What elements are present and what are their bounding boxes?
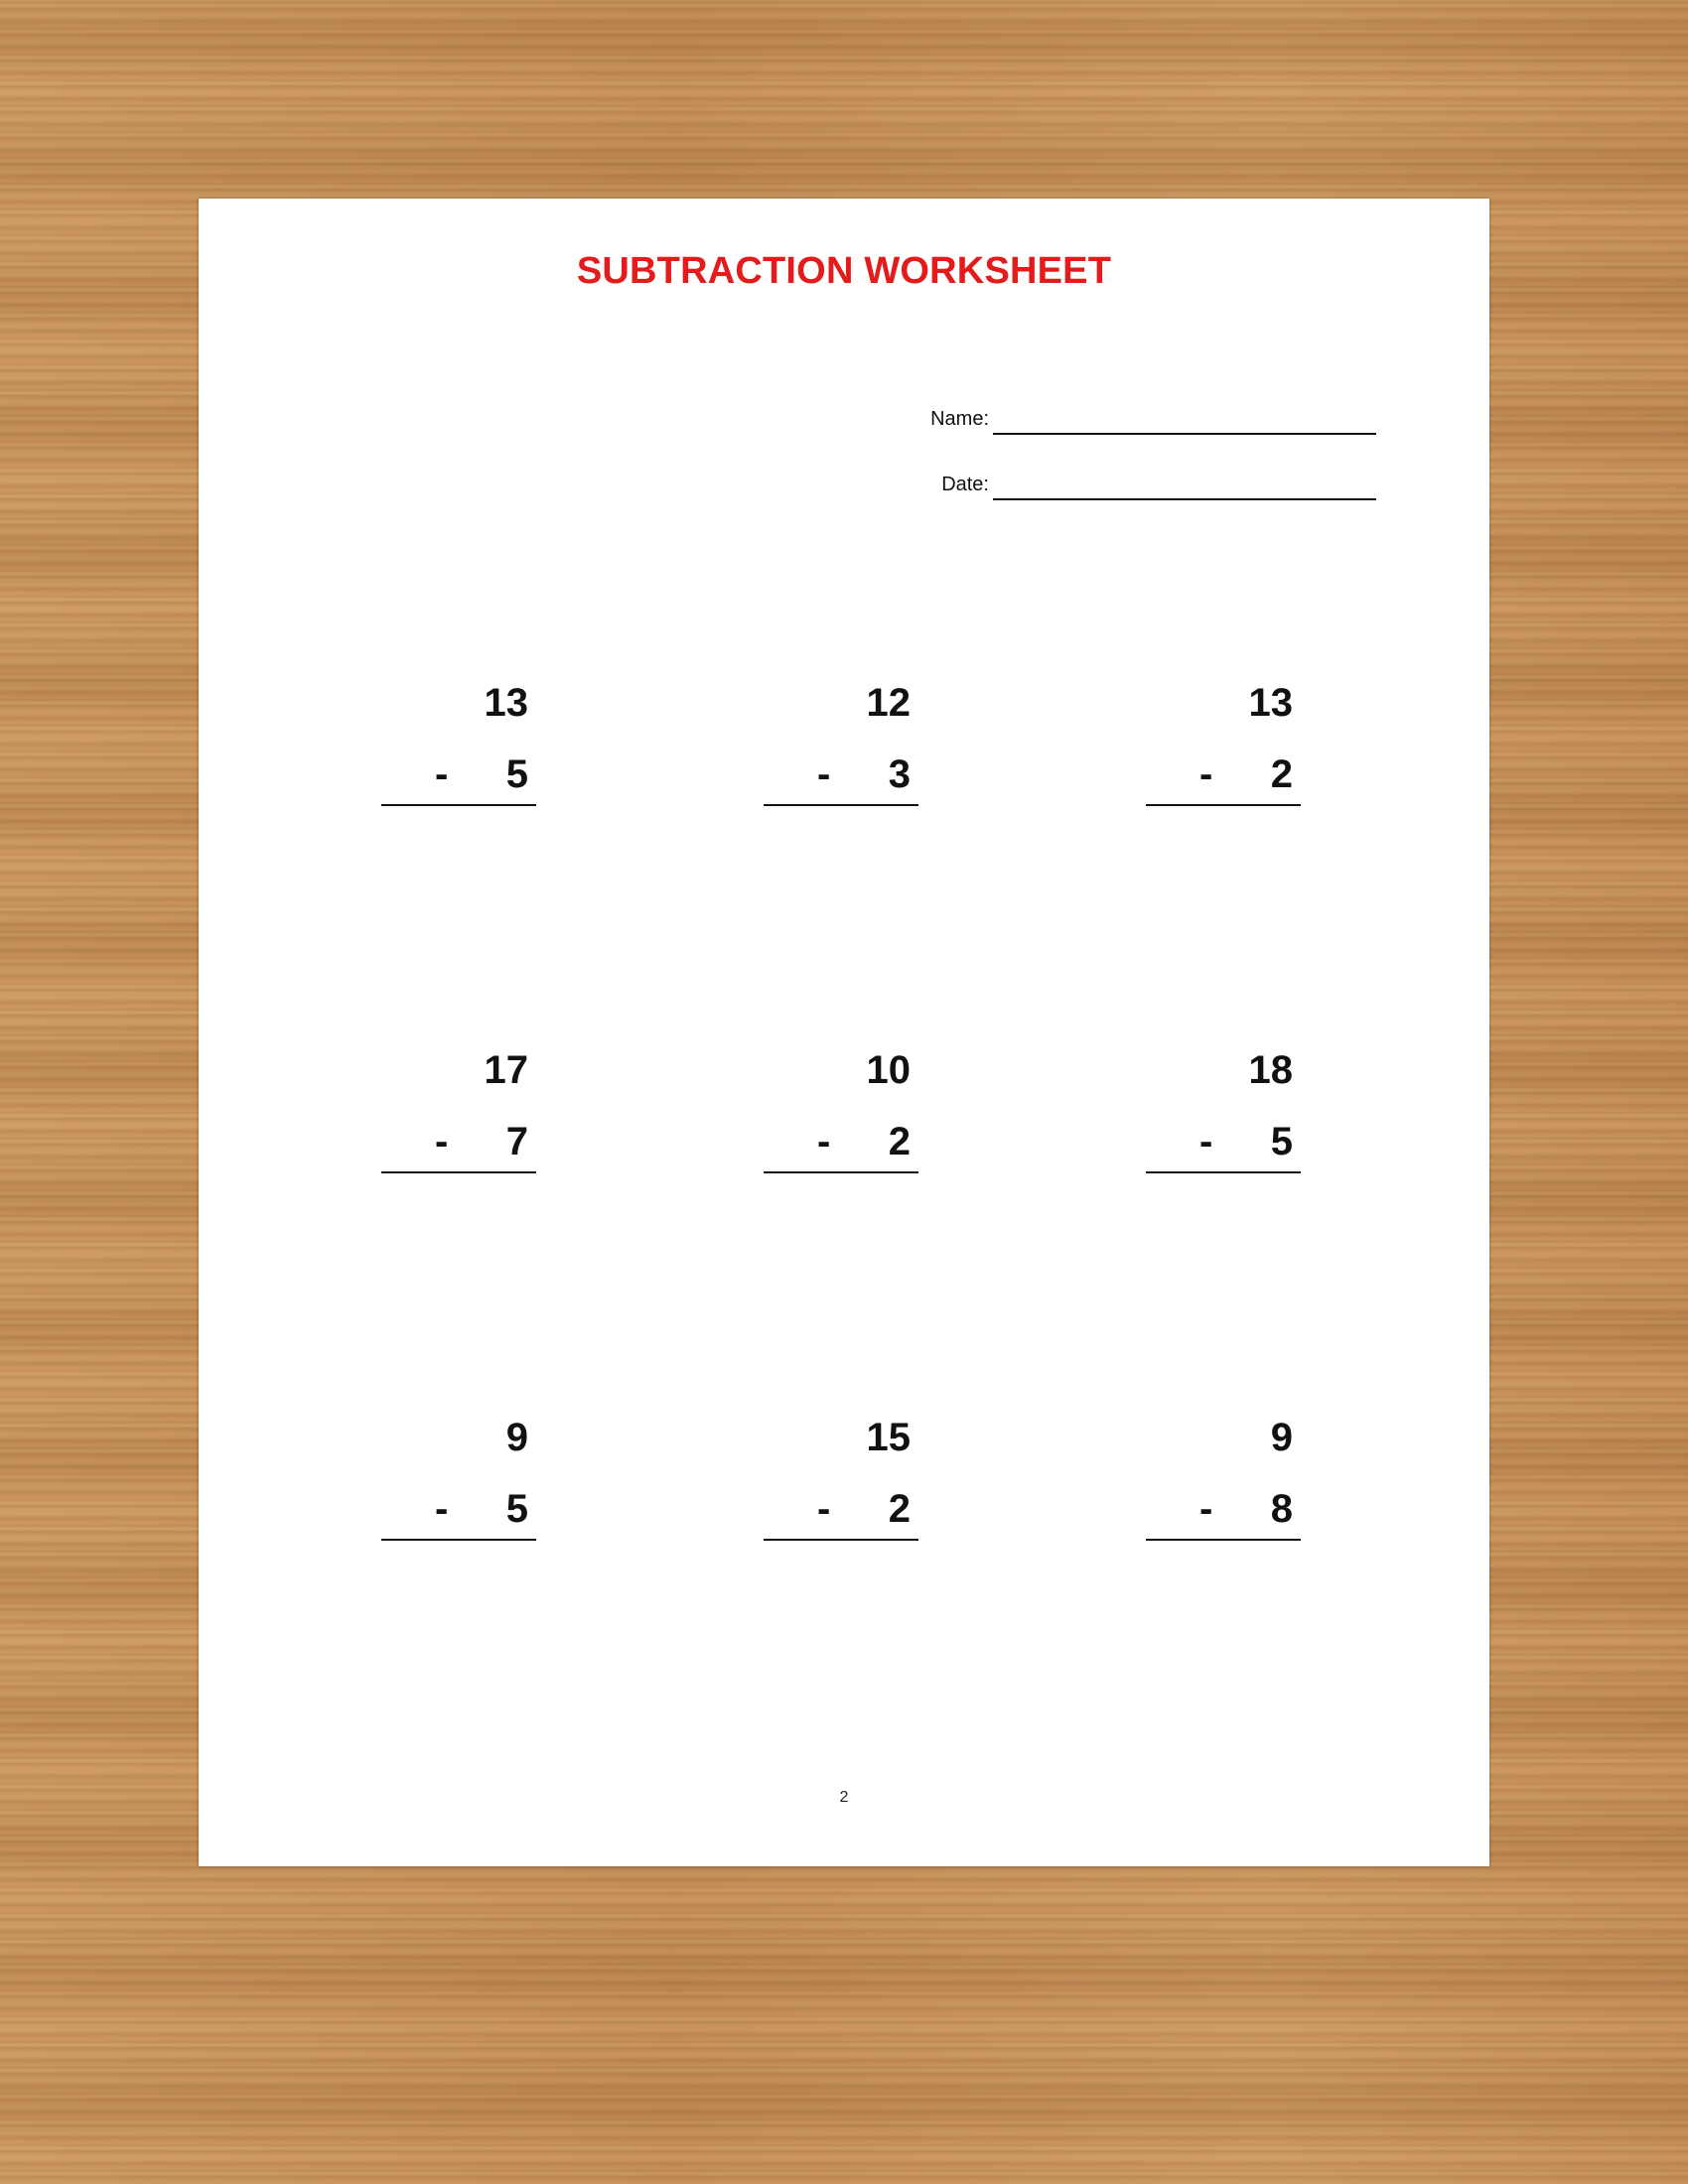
problem-3 [1146, 679, 1301, 808]
problem-7 [381, 1414, 536, 1543]
minuend: 13 [484, 681, 528, 725]
name-line [993, 433, 1376, 435]
minus-sign: - [435, 1487, 449, 1531]
subtrahend: 2 [1270, 752, 1293, 796]
answer-line [381, 1539, 536, 1541]
answer-line [764, 1171, 918, 1173]
worksheet-title: SUBTRACTION WORKSHEET [576, 250, 1112, 292]
problem-5 [764, 1046, 918, 1175]
answer-line [1146, 804, 1301, 806]
name-field [864, 395, 1376, 435]
answer-line [381, 1171, 536, 1173]
page-number: 2 [839, 1789, 849, 1806]
minuend: 12 [866, 681, 911, 725]
minus-sign: - [435, 752, 449, 796]
answer-line [381, 804, 536, 806]
minuend: 17 [484, 1048, 528, 1092]
minus-sign: - [435, 1120, 449, 1163]
worksheet-page [199, 199, 1489, 1866]
minus-sign: - [817, 1487, 831, 1531]
subtrahend: 8 [1270, 1487, 1293, 1531]
minuend: 13 [1248, 681, 1293, 725]
subtrahend: 2 [888, 1120, 911, 1163]
problem-2 [764, 679, 918, 808]
minus-sign: - [817, 1120, 831, 1163]
minuend: 15 [866, 1416, 911, 1459]
answer-line [1146, 1171, 1301, 1173]
problem-8 [764, 1414, 918, 1543]
minuend: 18 [1248, 1048, 1293, 1092]
minus-sign: - [1199, 752, 1213, 796]
date-field [864, 461, 1376, 500]
minuend: 10 [866, 1048, 911, 1092]
answer-line [764, 1539, 918, 1541]
subtrahend: 5 [505, 1487, 528, 1531]
subtrahend: 5 [505, 752, 528, 796]
subtrahend: 7 [505, 1120, 528, 1163]
problem-9 [1146, 1414, 1301, 1543]
problem-6 [1146, 1046, 1301, 1175]
minuend: 9 [505, 1416, 528, 1459]
date-label: Date: [941, 474, 989, 495]
minuend: 9 [1270, 1416, 1293, 1459]
answer-line [1146, 1539, 1301, 1541]
subtrahend: 5 [1270, 1120, 1293, 1163]
name-label: Name: [930, 408, 989, 430]
problem-4 [381, 1046, 536, 1175]
minus-sign: - [1199, 1487, 1213, 1531]
problem-1 [381, 679, 536, 808]
minus-sign: - [1199, 1120, 1213, 1163]
subtrahend: 2 [888, 1487, 911, 1531]
date-line [993, 498, 1376, 500]
subtrahend: 3 [888, 752, 911, 796]
minus-sign: - [817, 752, 831, 796]
answer-line [764, 804, 918, 806]
